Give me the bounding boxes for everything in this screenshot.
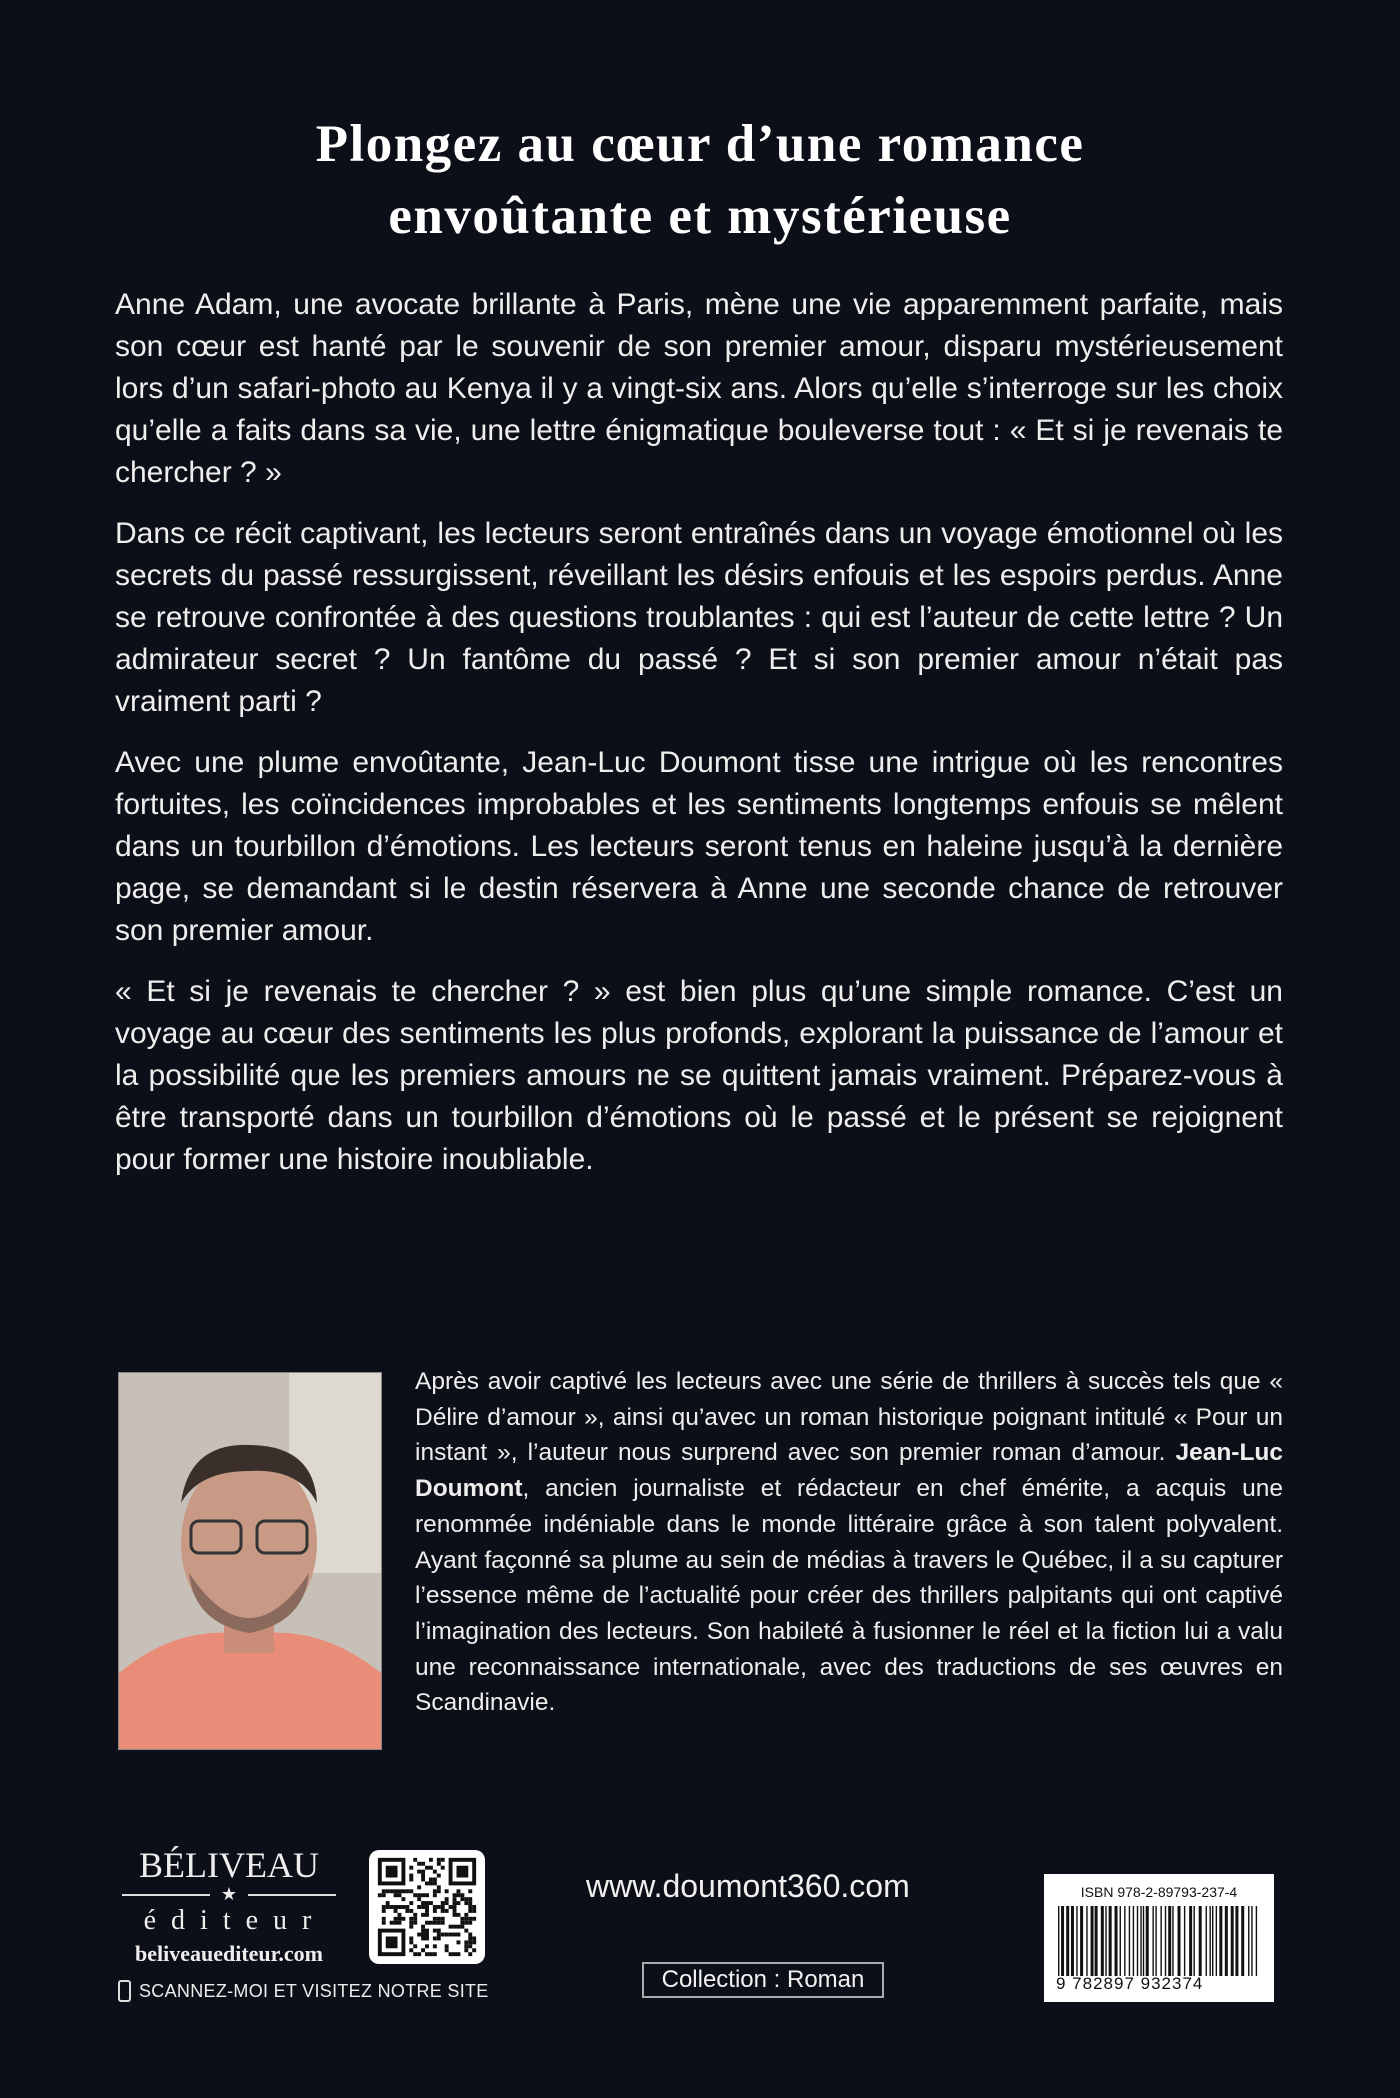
bio-text: , ancien journaliste et rédacteur en chef émérite, a acquis une renommée indéniable dans le monde littéraire grâce à son talent polyvalent. Ayant façonné sa plume au sein de médias à travers le Québec, il a su capturer l’essence même de l’actualité pour créer des thrillers palpitants qui ont captivé l’imagination des lecteurs. Son habileté à fusionner le réel et la fiction lui a valu une reconnaissance internationale, avec des traductions de ses œuvres en Scandinavie. xyxy=(415,1475,1283,1717)
author-website[interactable]: www.doumont360.com xyxy=(586,1868,910,1904)
scan-text: SCANNEZ-MOI ET VISITEZ NOTRE SITE xyxy=(139,1980,489,2001)
scan-caption xyxy=(118,1980,489,2002)
publisher-name: BÉLIVEAU xyxy=(139,1845,319,1885)
publisher-sub: éditeur xyxy=(143,1905,327,1936)
headline-line-2: envoûtante et mystérieuse xyxy=(388,187,1012,245)
synopsis-paragraph: « Et si je revenais te chercher ? » est bien plus qu’une simple romance. C’est un voyage au cœur des sentiments les plus profonds, explorant la puissance de l’amour et la possibilité que les premiers amours ne se quittent jamais vraiment. Préparez-vous à être transporté dans un tourbillon d’émotions où le passé et le présent se rejoignent pour former une histoire inoubliable. xyxy=(115,975,1283,1176)
isbn-number: 9 782897 932374 xyxy=(1056,1974,1204,1993)
collection-badge: Collection : Roman xyxy=(642,1962,884,1998)
author-bio xyxy=(415,1364,1283,1721)
cover-headline xyxy=(0,108,1400,252)
isbn-barcode xyxy=(1044,1874,1274,2002)
synopsis-paragraph: Anne Adam, une avocate brillante à Paris, mène une vie apparemment parfaite, mais son cœur est hanté par le souvenir de son premier amour, disparu mystérieusement lors d’un safari-photo au Kenya il y a vingt-six ans. Alors qu’elle s’interroge sur les choix qu’elle a faits dans sa vie, une lettre énigmatique bouleverse tout : « Et si je revenais te chercher ? » xyxy=(115,288,1283,489)
synopsis-paragraph: Avec une plume envoûtante, Jean-Luc Doumont tisse une intrigue où les rencontres fortuites, les coïncidences improbables et les sentiments longtemps enfouis se mêlent dans un tourbillon d’émotions. Les lecteurs seront tenus en haleine jusqu’à la dernière page, se demandant si le destin réservera à Anne une seconde chance de retrouver son premier amour. xyxy=(115,746,1283,947)
synopsis-paragraph: Dans ce récit captivant, les lecteurs seront entraînés dans un voyage émotionnel où les secrets du passé ressurgissent, réveillant les désirs enfouis et les espoirs perdus. Anne se retrouve confrontée à des questions troublantes : qui est l’auteur de cette lettre ? Un admirateur secret ? Un fantôme du passé ? Et si son premier amour n’était pas vraiment parti ? xyxy=(115,517,1283,718)
isbn-label: ISBN 978-2-89793-237-4 xyxy=(1080,1884,1238,1900)
publisher-url[interactable]: beliveauediteur.com xyxy=(135,1941,323,1966)
synopsis xyxy=(115,284,1283,1200)
publisher-logo xyxy=(118,1845,340,1969)
author-name: Jean-Luc Doumont xyxy=(415,1439,1283,1503)
barcode-bars xyxy=(1058,1906,1260,1976)
phone-icon xyxy=(118,1980,131,2002)
qr-code[interactable] xyxy=(369,1850,485,1964)
author-photo xyxy=(118,1372,382,1750)
star-icon: ★ xyxy=(118,1885,340,1903)
bio-text: Après avoir captivé les lecteurs avec une série de thrillers à succès tels que « Délire d’amour », ainsi qu’avec un roman historique poignant intitulé « Pour un instant », l’auteur nous surprend avec son premier roman d’amour. xyxy=(415,1368,1283,1467)
headline-line-1: Plongez au cœur d’une romance xyxy=(315,115,1085,173)
